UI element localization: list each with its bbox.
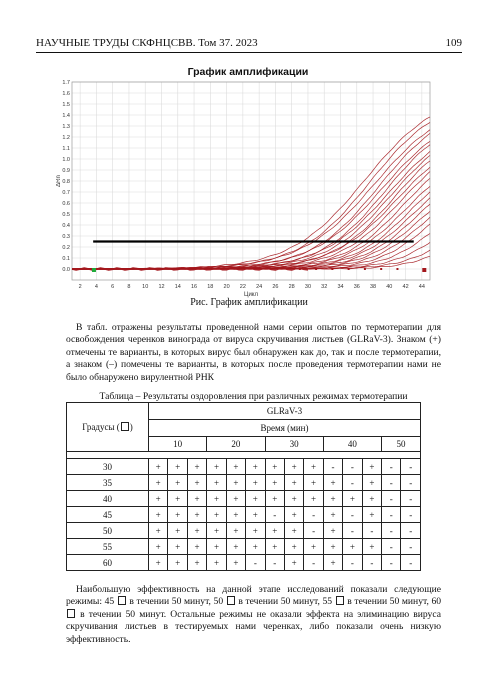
amplification-plot xyxy=(56,80,440,300)
result-cell: - xyxy=(343,523,362,539)
x-tick-label: 2 xyxy=(78,284,82,290)
table-row xyxy=(67,507,421,523)
x-tick-label: 6 xyxy=(111,284,115,290)
result-cell: - xyxy=(401,539,421,555)
result-cell: + xyxy=(323,491,342,507)
amplification-curve xyxy=(72,141,430,269)
baseline-marker xyxy=(331,268,333,270)
result-cell: + xyxy=(187,507,206,523)
y-tick-label: 0.6 xyxy=(62,201,70,207)
degree-symbol-icon xyxy=(227,596,235,605)
result-cell: + xyxy=(362,539,381,555)
degree-cell: 30 xyxy=(67,459,149,475)
result-cell: - xyxy=(343,459,362,475)
result-cell: - xyxy=(304,555,323,571)
table-spacer xyxy=(67,452,421,459)
time-header: Время (мин) xyxy=(149,420,421,437)
x-tick-label: 38 xyxy=(369,284,377,290)
result-cell: - xyxy=(362,523,381,539)
result-cell: + xyxy=(284,539,303,555)
result-cell: + xyxy=(246,523,265,539)
result-cell: + xyxy=(187,539,206,555)
result-cell: + xyxy=(304,491,323,507)
start-marker xyxy=(92,268,96,272)
chart-title: График амплификации xyxy=(187,66,309,78)
y-tick-label: 0.0 xyxy=(62,267,70,273)
baseline-marker xyxy=(348,268,350,270)
result-cell: + xyxy=(226,555,245,571)
amplification-curve xyxy=(72,161,430,270)
result-cell: + xyxy=(343,539,362,555)
result-cell: - xyxy=(343,507,362,523)
result-cell: - xyxy=(323,459,342,475)
result-cell: + xyxy=(284,555,303,571)
degree-symbol-icon xyxy=(118,596,126,605)
table-caption: Таблица – Результаты оздоровления при различных режимах термотерапии xyxy=(99,391,408,402)
result-cell: + xyxy=(207,475,226,491)
result-cell: + xyxy=(149,507,168,523)
x-tick-label: 40 xyxy=(386,284,393,290)
time-group-cell: 30 xyxy=(265,437,323,452)
time-group-cell: 40 xyxy=(323,437,381,452)
result-cell: + xyxy=(265,475,284,491)
result-cell: + xyxy=(149,475,168,491)
result-cell: + xyxy=(207,491,226,507)
baseline-marker xyxy=(299,268,301,270)
result-cell: - xyxy=(382,539,401,555)
result-cell: + xyxy=(226,459,245,475)
result-cell: + xyxy=(323,555,342,571)
y-tick-label: 0.5 xyxy=(62,212,70,218)
result-cell: + xyxy=(168,507,187,523)
y-tick-label: 1.7 xyxy=(62,80,70,86)
table-row xyxy=(67,523,421,539)
y-tick-label: 1.5 xyxy=(62,102,70,108)
result-cell: - xyxy=(382,475,401,491)
x-tick-label: 14 xyxy=(174,284,181,290)
table-row xyxy=(67,475,421,491)
result-cell: + xyxy=(362,491,381,507)
result-cell: + xyxy=(323,475,342,491)
paragraph-text: В табл. отражены результаты проведенной нами серии опытов по термотерапии для освобождения черенков винограда от вируса скручивания листьев (GLRaV-3). Знаком (+) отмечены те варианты, в которых вирус был обнаружен как до, так и после термотерапии, а знаком (–) помечены те варианты, в которых после проведения термотерапии нами не было обнаружено вирулентной РНК xyxy=(66,322,441,383)
x-tick-label: 12 xyxy=(158,284,165,290)
x-tick-label: 36 xyxy=(353,284,360,290)
time-group-cell: 20 xyxy=(207,437,265,452)
y-tick-label: 1.3 xyxy=(62,124,70,130)
result-cell: - xyxy=(343,555,362,571)
result-cell: + xyxy=(284,459,303,475)
result-cell: + xyxy=(168,539,187,555)
degree-symbol-icon xyxy=(336,596,344,605)
table-row xyxy=(67,555,421,571)
result-cell: - xyxy=(343,475,362,491)
x-tick-label: 28 xyxy=(288,284,295,290)
result-cell: + xyxy=(323,507,342,523)
degree-cell: 55 xyxy=(67,539,149,555)
page-number: 109 xyxy=(445,37,462,49)
time-group-cell: 50 xyxy=(382,437,421,452)
result-cell: + xyxy=(187,491,206,507)
result-cell: - xyxy=(401,491,421,507)
result-cell: + xyxy=(226,491,245,507)
result-cell: - xyxy=(401,507,421,523)
x-tick-label: 22 xyxy=(239,284,246,290)
amplification-curve xyxy=(72,117,430,270)
y-tick-label: 0.8 xyxy=(62,179,70,185)
result-cell: + xyxy=(246,491,265,507)
result-cell: + xyxy=(226,523,245,539)
result-cell: + xyxy=(284,523,303,539)
result-cell: + xyxy=(304,459,323,475)
end-marker xyxy=(422,268,426,272)
degree-cell: 40 xyxy=(67,491,149,507)
degrees-header-cell: Градусы ( ) xyxy=(67,403,149,452)
paragraph-conclusion: Наибольшую эффективность на данной этапе исследований показали следующие режимы: 45 в течении 50 минут, 50 в течении 50 минут, 55 в течении 50 минут, 60 в течении 50 минут. Остальные режимы не оказали эффекта на элиминацию вируса скручивания листьев в тестируемых нами черенках, либо показали очень низкую эффективность. xyxy=(66,584,442,645)
y-tick-label: 0.2 xyxy=(62,245,70,251)
result-cell: + xyxy=(187,523,206,539)
x-tick-label: 18 xyxy=(207,284,214,290)
y-tick-label: 0.4 xyxy=(62,223,70,229)
result-cell: - xyxy=(304,507,323,523)
amplification-chart xyxy=(56,66,440,298)
amplification-curve xyxy=(72,155,430,269)
table-row xyxy=(67,539,421,555)
result-cell: + xyxy=(265,459,284,475)
x-tick-label: 10 xyxy=(142,284,149,290)
result-cell: + xyxy=(187,459,206,475)
result-cell: + xyxy=(284,491,303,507)
result-cell: - xyxy=(246,555,265,571)
x-tick-label: 4 xyxy=(94,284,98,290)
baseline-marker xyxy=(315,268,317,270)
x-tick-label: 42 xyxy=(402,284,409,290)
y-axis-label: ΔRn xyxy=(56,175,62,187)
baseline-marker xyxy=(380,268,382,270)
amplification-curve xyxy=(72,122,430,269)
result-cell: + xyxy=(168,475,187,491)
baseline-marker xyxy=(396,268,398,270)
y-tick-label: 1.4 xyxy=(62,113,70,119)
result-cell: + xyxy=(246,507,265,523)
x-tick-label: 24 xyxy=(256,284,263,290)
result-cell: + xyxy=(265,491,284,507)
y-tick-label: 0.1 xyxy=(62,256,70,262)
result-cell: + xyxy=(168,491,187,507)
result-cell: - xyxy=(382,523,401,539)
result-cell: - xyxy=(382,507,401,523)
result-cell: - xyxy=(401,459,421,475)
baseline-marker xyxy=(364,268,366,270)
result-cell: + xyxy=(207,539,226,555)
result-cell: + xyxy=(168,459,187,475)
degree-cell: 60 xyxy=(67,555,149,571)
y-tick-label: 1.2 xyxy=(62,135,70,141)
result-cell: + xyxy=(323,539,342,555)
result-cell: + xyxy=(207,507,226,523)
x-axis-label: Цикл xyxy=(244,292,258,298)
x-tick-label: 26 xyxy=(272,284,279,290)
result-cell: + xyxy=(284,507,303,523)
result-cell: + xyxy=(362,507,381,523)
result-cell: + xyxy=(207,459,226,475)
result-cell: + xyxy=(149,555,168,571)
result-cell: + xyxy=(187,555,206,571)
x-tick-label: 34 xyxy=(337,284,344,290)
result-cell: + xyxy=(246,475,265,491)
result-cell: + xyxy=(207,523,226,539)
degree-cell: 45 xyxy=(67,507,149,523)
result-cell: + xyxy=(265,523,284,539)
x-tick-label: 16 xyxy=(190,284,198,290)
result-cell: + xyxy=(168,523,187,539)
result-cell: + xyxy=(149,459,168,475)
journal-title: НАУЧНЫЕ ТРУДЫ СКФНЦСВВ. Том 37. 2023 xyxy=(36,37,258,49)
result-cell: + xyxy=(226,507,245,523)
results-table xyxy=(66,402,421,571)
y-tick-label: 0.7 xyxy=(62,190,70,196)
degree-symbol-icon xyxy=(121,422,129,431)
result-cell: + xyxy=(246,459,265,475)
result-cell: - xyxy=(401,475,421,491)
result-cell: - xyxy=(382,491,401,507)
time-group-cell: 10 xyxy=(149,437,207,452)
running-header xyxy=(36,36,462,53)
y-tick-label: 1.6 xyxy=(62,91,70,97)
y-tick-label: 1.1 xyxy=(62,146,70,152)
result-cell: + xyxy=(187,475,206,491)
result-cell: - xyxy=(265,507,284,523)
degree-symbol-icon xyxy=(67,609,75,618)
y-tick-label: 0.3 xyxy=(62,234,70,240)
result-cell: - xyxy=(304,523,323,539)
result-cell: + xyxy=(362,459,381,475)
result-cell: - xyxy=(265,555,284,571)
x-tick-label: 30 xyxy=(304,284,312,290)
result-cell: + xyxy=(246,539,265,555)
result-cell: + xyxy=(149,523,168,539)
table-row xyxy=(67,491,421,507)
virus-header: GLRaV-3 xyxy=(149,403,421,420)
figure-caption: Рис. График амплификации xyxy=(190,297,308,308)
table-row xyxy=(67,459,421,475)
result-cell: - xyxy=(382,555,401,571)
result-cell: + xyxy=(226,475,245,491)
result-cell: + xyxy=(265,539,284,555)
result-cell: + xyxy=(207,555,226,571)
result-cell: + xyxy=(323,523,342,539)
result-cell: + xyxy=(149,491,168,507)
x-tick-label: 8 xyxy=(127,284,131,290)
result-cell: - xyxy=(401,555,421,571)
result-cell: + xyxy=(343,491,362,507)
x-tick-label: 32 xyxy=(321,284,328,290)
x-tick-label: 44 xyxy=(418,284,425,290)
result-cell: + xyxy=(168,555,187,571)
result-cell: + xyxy=(284,475,303,491)
result-cell: - xyxy=(362,555,381,571)
degree-cell: 35 xyxy=(67,475,149,491)
result-cell: + xyxy=(226,539,245,555)
amplification-curve xyxy=(72,186,430,269)
result-cell: + xyxy=(362,475,381,491)
result-cell: + xyxy=(149,539,168,555)
degree-cell: 50 xyxy=(67,523,149,539)
x-tick-label: 20 xyxy=(223,284,230,290)
paragraph-results-intro xyxy=(66,322,441,384)
y-tick-label: 1.0 xyxy=(62,157,70,163)
y-tick-label: 0.9 xyxy=(62,168,70,174)
result-cell: - xyxy=(382,459,401,475)
result-cell: + xyxy=(304,475,323,491)
result-cell: - xyxy=(401,523,421,539)
result-cell: + xyxy=(304,539,323,555)
